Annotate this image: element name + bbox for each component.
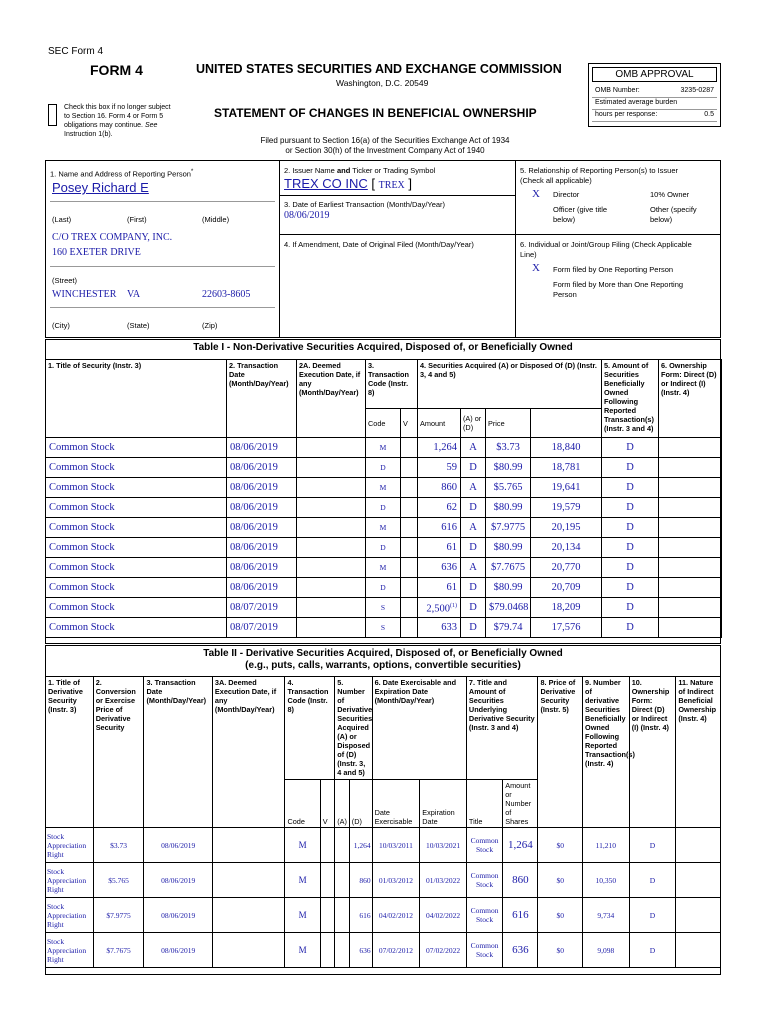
owned-following: 20,709: [531, 578, 602, 598]
t1-h5: 5. Amount of Securities Beneficially Owned Following Reported Transaction(s) (Instr. 3 and 4): [602, 360, 659, 438]
zip-value: 22603-8605: [202, 289, 251, 300]
indirect-nature: [676, 898, 721, 933]
transaction-date: 08/06/2019: [227, 498, 297, 518]
derivative-title: Stock Appreciation Right: [46, 898, 94, 933]
amount: 1,264: [418, 438, 461, 458]
security-title: Common Stock: [46, 458, 227, 478]
transaction-v: [401, 598, 418, 618]
t2-h5: 5. Number of Derivative Securities Acquired (A) or Disposed of (D) (Instr. 3, 4 and 5): [335, 677, 372, 780]
transaction-date: 08/06/2019: [227, 438, 297, 458]
t2-h6: 6. Date Exercisable and Expiration Date (Month/Day/Year): [372, 677, 466, 780]
t2-h10: 10. Ownership Form: Direct (D) or Indirect (I) (Instr. 4): [629, 677, 676, 828]
underlying-title: Common Stock: [466, 863, 502, 898]
transaction-v: [320, 933, 335, 968]
t2-sub-code: Code: [285, 780, 320, 828]
t1-sub-code: Code: [366, 409, 401, 438]
security-title: Common Stock: [46, 538, 227, 558]
price: $3.73: [486, 438, 531, 458]
table-row: [46, 598, 722, 618]
deemed-date: [297, 598, 366, 618]
owned-following: 20,770: [531, 558, 602, 578]
issuer-name[interactable]: TREX CO INC: [284, 176, 368, 191]
underlying-amount: 1,264: [503, 828, 538, 863]
deemed-date: [297, 558, 366, 578]
filed-pursuant: Filed pursuant to Section 16(a) of the Securities Exchange Act of 1934 or Section 30(h) of the Investment Company Act of 1940: [260, 136, 510, 155]
ownership-form: D: [629, 828, 676, 863]
deemed-date: [297, 458, 366, 478]
first-label: (First): [127, 215, 147, 224]
amount: 62: [418, 498, 461, 518]
acquired-disposed: D: [461, 498, 486, 518]
derivative-title: Stock Appreciation Right: [46, 828, 94, 863]
t2-h3: 3. Transaction Date (Month/Day/Year): [144, 677, 212, 828]
relationship-label: 5. Relationship of Reporting Person(s) to Issuer (Check all applicable): [520, 166, 678, 185]
price: $7.9775: [486, 518, 531, 538]
t2-sub-title: Title: [466, 780, 502, 828]
table-row: [46, 578, 722, 598]
earliest-date: 08/06/2019: [284, 210, 330, 221]
owned-following: 19,641: [531, 478, 602, 498]
transaction-v: [401, 458, 418, 478]
t2-h9: 9. Number of derivative Securities Beneficially Owned Following Reported Transaction(s) (Instr. 4): [583, 677, 630, 828]
reporting-address: C/O TREX COMPANY, INC. 160 EXETER DRIVE: [52, 232, 173, 258]
table-row: [46, 518, 722, 538]
omb-title: OMB APPROVAL: [592, 67, 717, 82]
t1-h4: 4. Securities Acquired (A) or Disposed Of (D) (Instr. 3, 4 and 5): [418, 360, 602, 409]
ownership-form: D: [602, 618, 659, 638]
amount: 633: [418, 618, 461, 638]
t2-h8: 8. Price of Derivative Security (Instr. 5): [538, 677, 583, 828]
sec-form-label: SEC Form 4: [48, 46, 104, 57]
transaction-v: [320, 898, 335, 933]
middle-label: (Middle): [202, 215, 230, 224]
deemed-date: [212, 933, 285, 968]
transaction-date: 08/06/2019: [227, 538, 297, 558]
state-label: (State): [127, 321, 150, 330]
conversion-price: $3.73: [93, 828, 144, 863]
transaction-v: [320, 863, 335, 898]
underlying-amount: 860: [503, 863, 538, 898]
date-exercisable: 07/02/2012: [372, 933, 420, 968]
deemed-date: [297, 538, 366, 558]
commission-city: Washington, D.C. 20549: [336, 78, 429, 88]
form-title: FORM 4: [90, 62, 143, 78]
transaction-code: S: [366, 598, 401, 618]
acquired-a: [335, 933, 350, 968]
indirect-nature: [676, 863, 721, 898]
table1: [45, 359, 722, 638]
statement-title: STATEMENT OF CHANGES IN BENEFICIAL OWNERSHIP: [214, 106, 537, 120]
derivative-price: $0: [538, 898, 583, 933]
street-label: (Street): [52, 276, 78, 285]
director-label: Director: [553, 190, 580, 199]
ownership-form: D: [602, 578, 659, 598]
disposed-d: 860: [349, 863, 372, 898]
indirect-nature: [659, 458, 722, 478]
security-title: Common Stock: [46, 578, 227, 598]
security-title: Common Stock: [46, 438, 227, 458]
amount: 636: [418, 558, 461, 578]
transaction-v: [401, 578, 418, 598]
t2-h1: 1. Title of Derivative Security (Instr. 3): [46, 677, 94, 828]
owned-following: 18,840: [531, 438, 602, 458]
transaction-code: M: [285, 863, 320, 898]
transaction-code: D: [366, 458, 401, 478]
owned-following: 20,195: [531, 518, 602, 538]
indirect-nature: [659, 478, 722, 498]
ownership-form: D: [602, 598, 659, 618]
t1-sub-v: V: [401, 409, 418, 438]
transaction-date: 08/06/2019: [227, 518, 297, 538]
acquired-disposed: D: [461, 458, 486, 478]
indirect-nature: [659, 618, 722, 638]
hours-value: 0.5: [704, 111, 714, 118]
amount: 860: [418, 478, 461, 498]
amount: 616: [418, 518, 461, 538]
t1-h2a: 2A. Deemed Execution Date, if any (Month/Day/Year): [297, 360, 366, 438]
table-row: [46, 828, 721, 863]
commission-title: UNITED STATES SECURITIES AND EXCHANGE COMMISSION: [196, 62, 562, 76]
transaction-date: 08/07/2019: [227, 618, 297, 638]
expiration-date: 10/03/2021: [420, 828, 467, 863]
transaction-date: 08/06/2019: [144, 863, 212, 898]
omb-approval-box: [588, 63, 721, 127]
security-title: Common Stock: [46, 558, 227, 578]
underlying-title: Common Stock: [466, 933, 502, 968]
director-check[interactable]: X: [532, 188, 540, 200]
price: $79.0468: [486, 598, 531, 618]
table-row: [46, 478, 722, 498]
issuer-ticker: TREX: [378, 180, 405, 191]
city-value: WINCHESTER: [52, 289, 117, 300]
indirect-nature: [676, 828, 721, 863]
price: $5.765: [486, 478, 531, 498]
t2-sub-d: (D): [349, 780, 372, 828]
owned-following: 19,579: [531, 498, 602, 518]
underlying-title: Common Stock: [466, 898, 502, 933]
price: $80.99: [486, 538, 531, 558]
table2-title: Table II - Derivative Securities Acquired, Disposed of, or Beneficially Owned (e.g., puts, calls, warrants, options, convertible securities): [203, 648, 563, 671]
other-label: Other (specify below): [650, 205, 697, 224]
table2: [45, 676, 721, 968]
ownership-form: D: [629, 898, 676, 933]
conversion-price: $7.9775: [93, 898, 144, 933]
t2-sub-exer: Date Exercisable: [372, 780, 420, 828]
derivative-title: Stock Appreciation Right: [46, 933, 94, 968]
t2-sub-amount: Amount or Number of Shares: [503, 780, 538, 828]
date-exercisable: 10/03/2011: [372, 828, 420, 863]
indirect-nature: [659, 498, 722, 518]
underlying-title: Common Stock: [466, 828, 502, 863]
t1-h3: 3. Transaction Code (Instr. 8): [366, 360, 418, 409]
indirect-nature: [659, 598, 722, 618]
owned-following: 18,781: [531, 458, 602, 478]
ownership-form: D: [602, 458, 659, 478]
security-title: Common Stock: [46, 478, 227, 498]
deemed-date: [297, 578, 366, 598]
issuer-label: 2. Issuer Name and Ticker or Trading Symbol: [284, 166, 436, 175]
derivative-price: $0: [538, 863, 583, 898]
transaction-code: D: [366, 498, 401, 518]
t2-h7: 7. Title and Amount of Securities Underlying Derivative Security (Instr. 3 and 4): [466, 677, 538, 780]
indirect-nature: [659, 558, 722, 578]
disposed-d: 1,264: [349, 828, 372, 863]
acquired-disposed: A: [461, 558, 486, 578]
table-row: [46, 458, 722, 478]
deemed-date: [297, 438, 366, 458]
transaction-v: [401, 558, 418, 578]
amount: 61: [418, 578, 461, 598]
acquired-disposed: A: [461, 518, 486, 538]
more-persons-label: Form filed by More than One Reporting Person: [553, 280, 684, 299]
city-label: (City): [52, 321, 70, 330]
deemed-date: [297, 518, 366, 538]
derivative-price: $0: [538, 828, 583, 863]
ownership-form: D: [602, 498, 659, 518]
zip-label: (Zip): [202, 321, 218, 330]
acquired-disposed: A: [461, 478, 486, 498]
indirect-nature: [676, 933, 721, 968]
amount: 59: [418, 458, 461, 478]
deemed-date: [297, 618, 366, 638]
transaction-date: 08/06/2019: [227, 558, 297, 578]
hours-label: hours per response:: [595, 111, 658, 118]
deemed-date: [297, 478, 366, 498]
officer-label: Officer (give title below): [553, 205, 608, 224]
transaction-v: [401, 518, 418, 538]
security-title: Common Stock: [46, 618, 227, 638]
indirect-nature: [659, 538, 722, 558]
state-value: VA: [127, 289, 141, 300]
amount: 61: [418, 538, 461, 558]
transaction-date: 08/06/2019: [227, 458, 297, 478]
conversion-price: $5.765: [93, 863, 144, 898]
expiration-date: 01/03/2022: [420, 863, 467, 898]
acquired-disposed: D: [461, 618, 486, 638]
underlying-amount: 636: [503, 933, 538, 968]
owned-following: 17,576: [531, 618, 602, 638]
ownership-form: D: [602, 558, 659, 578]
acquired-a: [335, 898, 350, 933]
t1-h6: 6. Ownership Form: Direct (D) or Indirect (I) (Instr. 4): [659, 360, 722, 438]
transaction-code: M: [366, 438, 401, 458]
transaction-code: D: [366, 538, 401, 558]
transaction-v: [401, 478, 418, 498]
price: $80.99: [486, 498, 531, 518]
earliest-date-label: 3. Date of Earliest Transaction (Month/Day/Year): [284, 200, 446, 209]
indirect-nature: [659, 438, 722, 458]
expiration-date: 07/02/2022: [420, 933, 467, 968]
table-row: [46, 558, 722, 578]
acquired-disposed: A: [461, 438, 486, 458]
price: $80.99: [486, 458, 531, 478]
price: $79.74: [486, 618, 531, 638]
t2-sub-v: V: [320, 780, 335, 828]
t2-h3a: 3A. Deemed Execution Date, if any (Month/Day/Year): [212, 677, 285, 828]
ten-pct-label: 10% Owner: [650, 190, 690, 199]
one-person-label: Form filed by One Reporting Person: [553, 265, 674, 274]
derivative-owned: 9,734: [583, 898, 630, 933]
table-row: [46, 863, 721, 898]
t2-h2: 2. Conversion or Exercise Price of Derivative Security: [93, 677, 144, 828]
deemed-date: [212, 828, 285, 863]
indirect-nature: [659, 578, 722, 598]
last-label: (Last): [52, 215, 72, 224]
ownership-form: D: [602, 518, 659, 538]
disposed-d: 636: [349, 933, 372, 968]
transaction-v: [401, 438, 418, 458]
t2-sub-a: (A): [335, 780, 350, 828]
indirect-nature: [659, 518, 722, 538]
amount: 2,500$^{(1)}$: [418, 598, 461, 618]
transaction-date: 08/06/2019: [144, 933, 212, 968]
table-row: [46, 538, 722, 558]
t1-h2: 2. Transaction Date (Month/Day/Year): [227, 360, 297, 438]
transaction-date: 08/06/2019: [144, 828, 212, 863]
issuer-name-line: TREX CO INC [ TREX ]: [284, 176, 413, 191]
transaction-date: 08/06/2019: [227, 478, 297, 498]
reporting-person-name[interactable]: Posey Richard E: [52, 180, 149, 195]
transaction-code: D: [366, 578, 401, 598]
owned-following: 20,134: [531, 538, 602, 558]
ownership-form: D: [602, 538, 659, 558]
reporting-person-label: 1. Name and Address of Reporting Person*: [50, 168, 194, 179]
price: $7.7675: [486, 558, 531, 578]
acquired-a: [335, 828, 350, 863]
deemed-date: [212, 898, 285, 933]
transaction-date: 08/06/2019: [227, 578, 297, 598]
date-exercisable: 04/02/2012: [372, 898, 420, 933]
owned-following: 18,209: [531, 598, 602, 618]
omb-number: 3235-0287: [680, 87, 714, 94]
acquired-a: [335, 863, 350, 898]
derivative-price: $0: [538, 933, 583, 968]
acquired-disposed: D: [461, 578, 486, 598]
security-title: Common Stock: [46, 518, 227, 538]
transaction-code: S: [366, 618, 401, 638]
omb-number-label: OMB Number:: [595, 87, 640, 94]
table-row: [46, 898, 721, 933]
transaction-date: 08/07/2019: [227, 598, 297, 618]
derivative-owned: 11,210: [583, 828, 630, 863]
checkbox-instructions: Check this box if no longer subject to Section 16. Form 4 or Form 5 obligations may continue. See Instruction 1(b).: [64, 104, 171, 138]
transaction-code: M: [285, 828, 320, 863]
deemed-date: [297, 498, 366, 518]
deemed-date: [212, 863, 285, 898]
t1-sub-ad: (A) or (D): [461, 409, 486, 438]
ownership-form: D: [629, 933, 676, 968]
underlying-amount: 616: [503, 898, 538, 933]
one-person-check[interactable]: X: [532, 262, 540, 274]
transaction-v: [401, 498, 418, 518]
acquired-disposed: D: [461, 538, 486, 558]
table-row: [46, 498, 722, 518]
acquired-disposed: D: [461, 598, 486, 618]
table-row: [46, 438, 722, 458]
derivative-owned: 10,350: [583, 863, 630, 898]
derivative-owned: 9,098: [583, 933, 630, 968]
no-longer-subject-checkbox[interactable]: [48, 104, 57, 126]
transaction-code: M: [366, 558, 401, 578]
expiration-date: 04/02/2022: [420, 898, 467, 933]
transaction-code: M: [366, 478, 401, 498]
transaction-v: [401, 618, 418, 638]
table-row: [46, 933, 721, 968]
security-title: Common Stock: [46, 598, 227, 618]
security-title: Common Stock: [46, 498, 227, 518]
conversion-price: $7.7675: [93, 933, 144, 968]
table-row: [46, 618, 722, 638]
transaction-v: [320, 828, 335, 863]
t1-sub-amount: Amount: [418, 409, 461, 438]
disposed-d: 616: [349, 898, 372, 933]
transaction-code: M: [366, 518, 401, 538]
ownership-form: D: [602, 478, 659, 498]
t2-sub-exp: Expiration Date: [420, 780, 467, 828]
transaction-v: [401, 538, 418, 558]
t2-h11: 11. Nature of Indirect Beneficial Ownership (Instr. 4): [676, 677, 721, 828]
t1-sub-price: Price: [486, 409, 531, 438]
t2-h4: 4. Transaction Code (Instr. 8): [285, 677, 335, 780]
ownership-form: D: [629, 863, 676, 898]
price: $80.99: [486, 578, 531, 598]
filing-label: 6. Individual or Joint/Group Filing (Check Applicable Line): [520, 240, 692, 259]
derivative-title: Stock Appreciation Right: [46, 863, 94, 898]
transaction-date: 08/06/2019: [144, 898, 212, 933]
burden-label: Estimated average burden: [595, 99, 678, 106]
table1-title: Table I - Non-Derivative Securities Acquired, Disposed of, or Beneficially Owned: [193, 342, 573, 353]
date-exercisable: 01/03/2012: [372, 863, 420, 898]
ownership-form: D: [602, 438, 659, 458]
transaction-code: M: [285, 933, 320, 968]
amendment-label: 4. If Amendment, Date of Original Filed (Month/Day/Year): [284, 240, 474, 249]
t1-h1: 1. Title of Security (Instr. 3): [46, 360, 227, 438]
transaction-code: M: [285, 898, 320, 933]
